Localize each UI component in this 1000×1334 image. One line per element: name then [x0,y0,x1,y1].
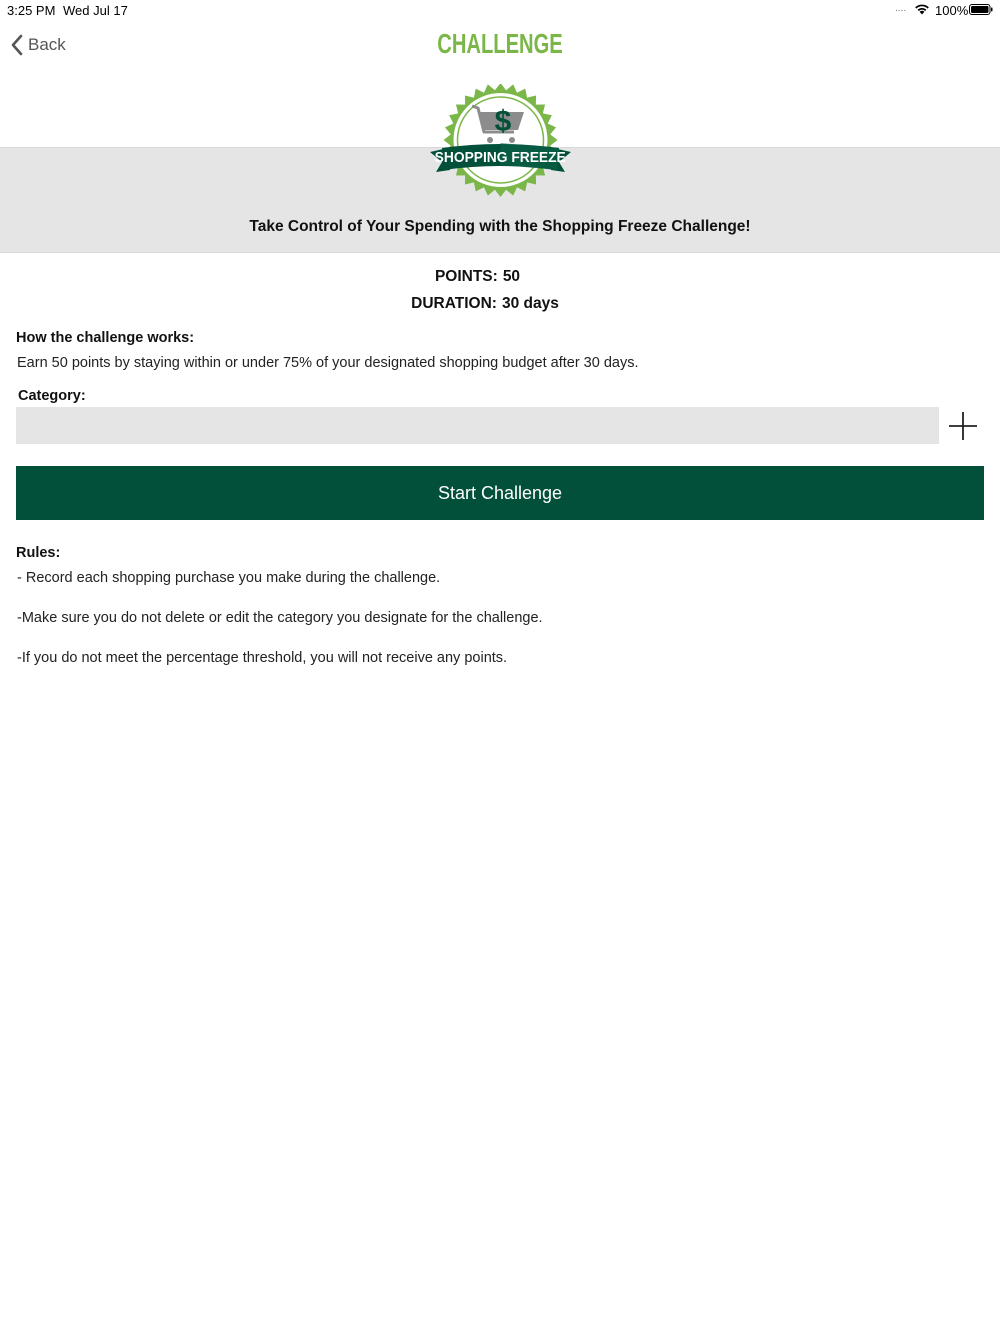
rule-item: -Make sure you do not delete or edit the category you designate for the challenge. [17,610,543,626]
start-challenge-button[interactable]: Start Challenge [16,466,984,520]
category-input[interactable] [16,407,939,444]
rules-heading: Rules: [16,545,61,561]
shopping-freeze-badge-icon [428,84,573,200]
how-it-works-heading: How the challenge works: [16,330,195,346]
duration-value: 30 days [501,295,559,312]
signal-dots: .... [895,3,907,14]
add-category-button[interactable] [946,409,980,443]
page-title: CHALLENGE [437,28,563,59]
how-it-works-body: Earn 50 points by staying within or under 75% of your designated shopping budget after 30 days. [17,355,639,371]
wifi-icon [914,3,930,15]
points-label: POINTS: [434,268,498,285]
badge-symbol: $ [494,105,512,138]
back-button[interactable] [10,30,66,60]
points-line [0,268,955,286]
duration-line [0,295,970,313]
navigation-bar [0,20,1000,72]
banner-tagline: Take Control of Your Spending with the Shopping Freeze Challenge! [249,218,751,235]
chevron-left-icon [10,34,24,56]
status-time: 3:25 PM [7,3,56,18]
category-label: Category: [18,388,86,404]
back-label: Back [28,35,66,54]
badge-ribbon-text: SHOPPING FREEZE [434,149,566,167]
rule-item: -If you do not meet the percentage threshold, you will not receive any points. [17,650,508,666]
status-bar [0,0,1000,20]
rule-item: - Record each shopping purchase you make during the challenge. [17,570,441,586]
status-date: Wed Jul 17 [63,3,128,18]
battery-percent: 100% [935,3,969,18]
duration-label: DURATION: [411,295,497,312]
points-value: 50 [502,268,521,285]
battery-icon [969,4,993,15]
